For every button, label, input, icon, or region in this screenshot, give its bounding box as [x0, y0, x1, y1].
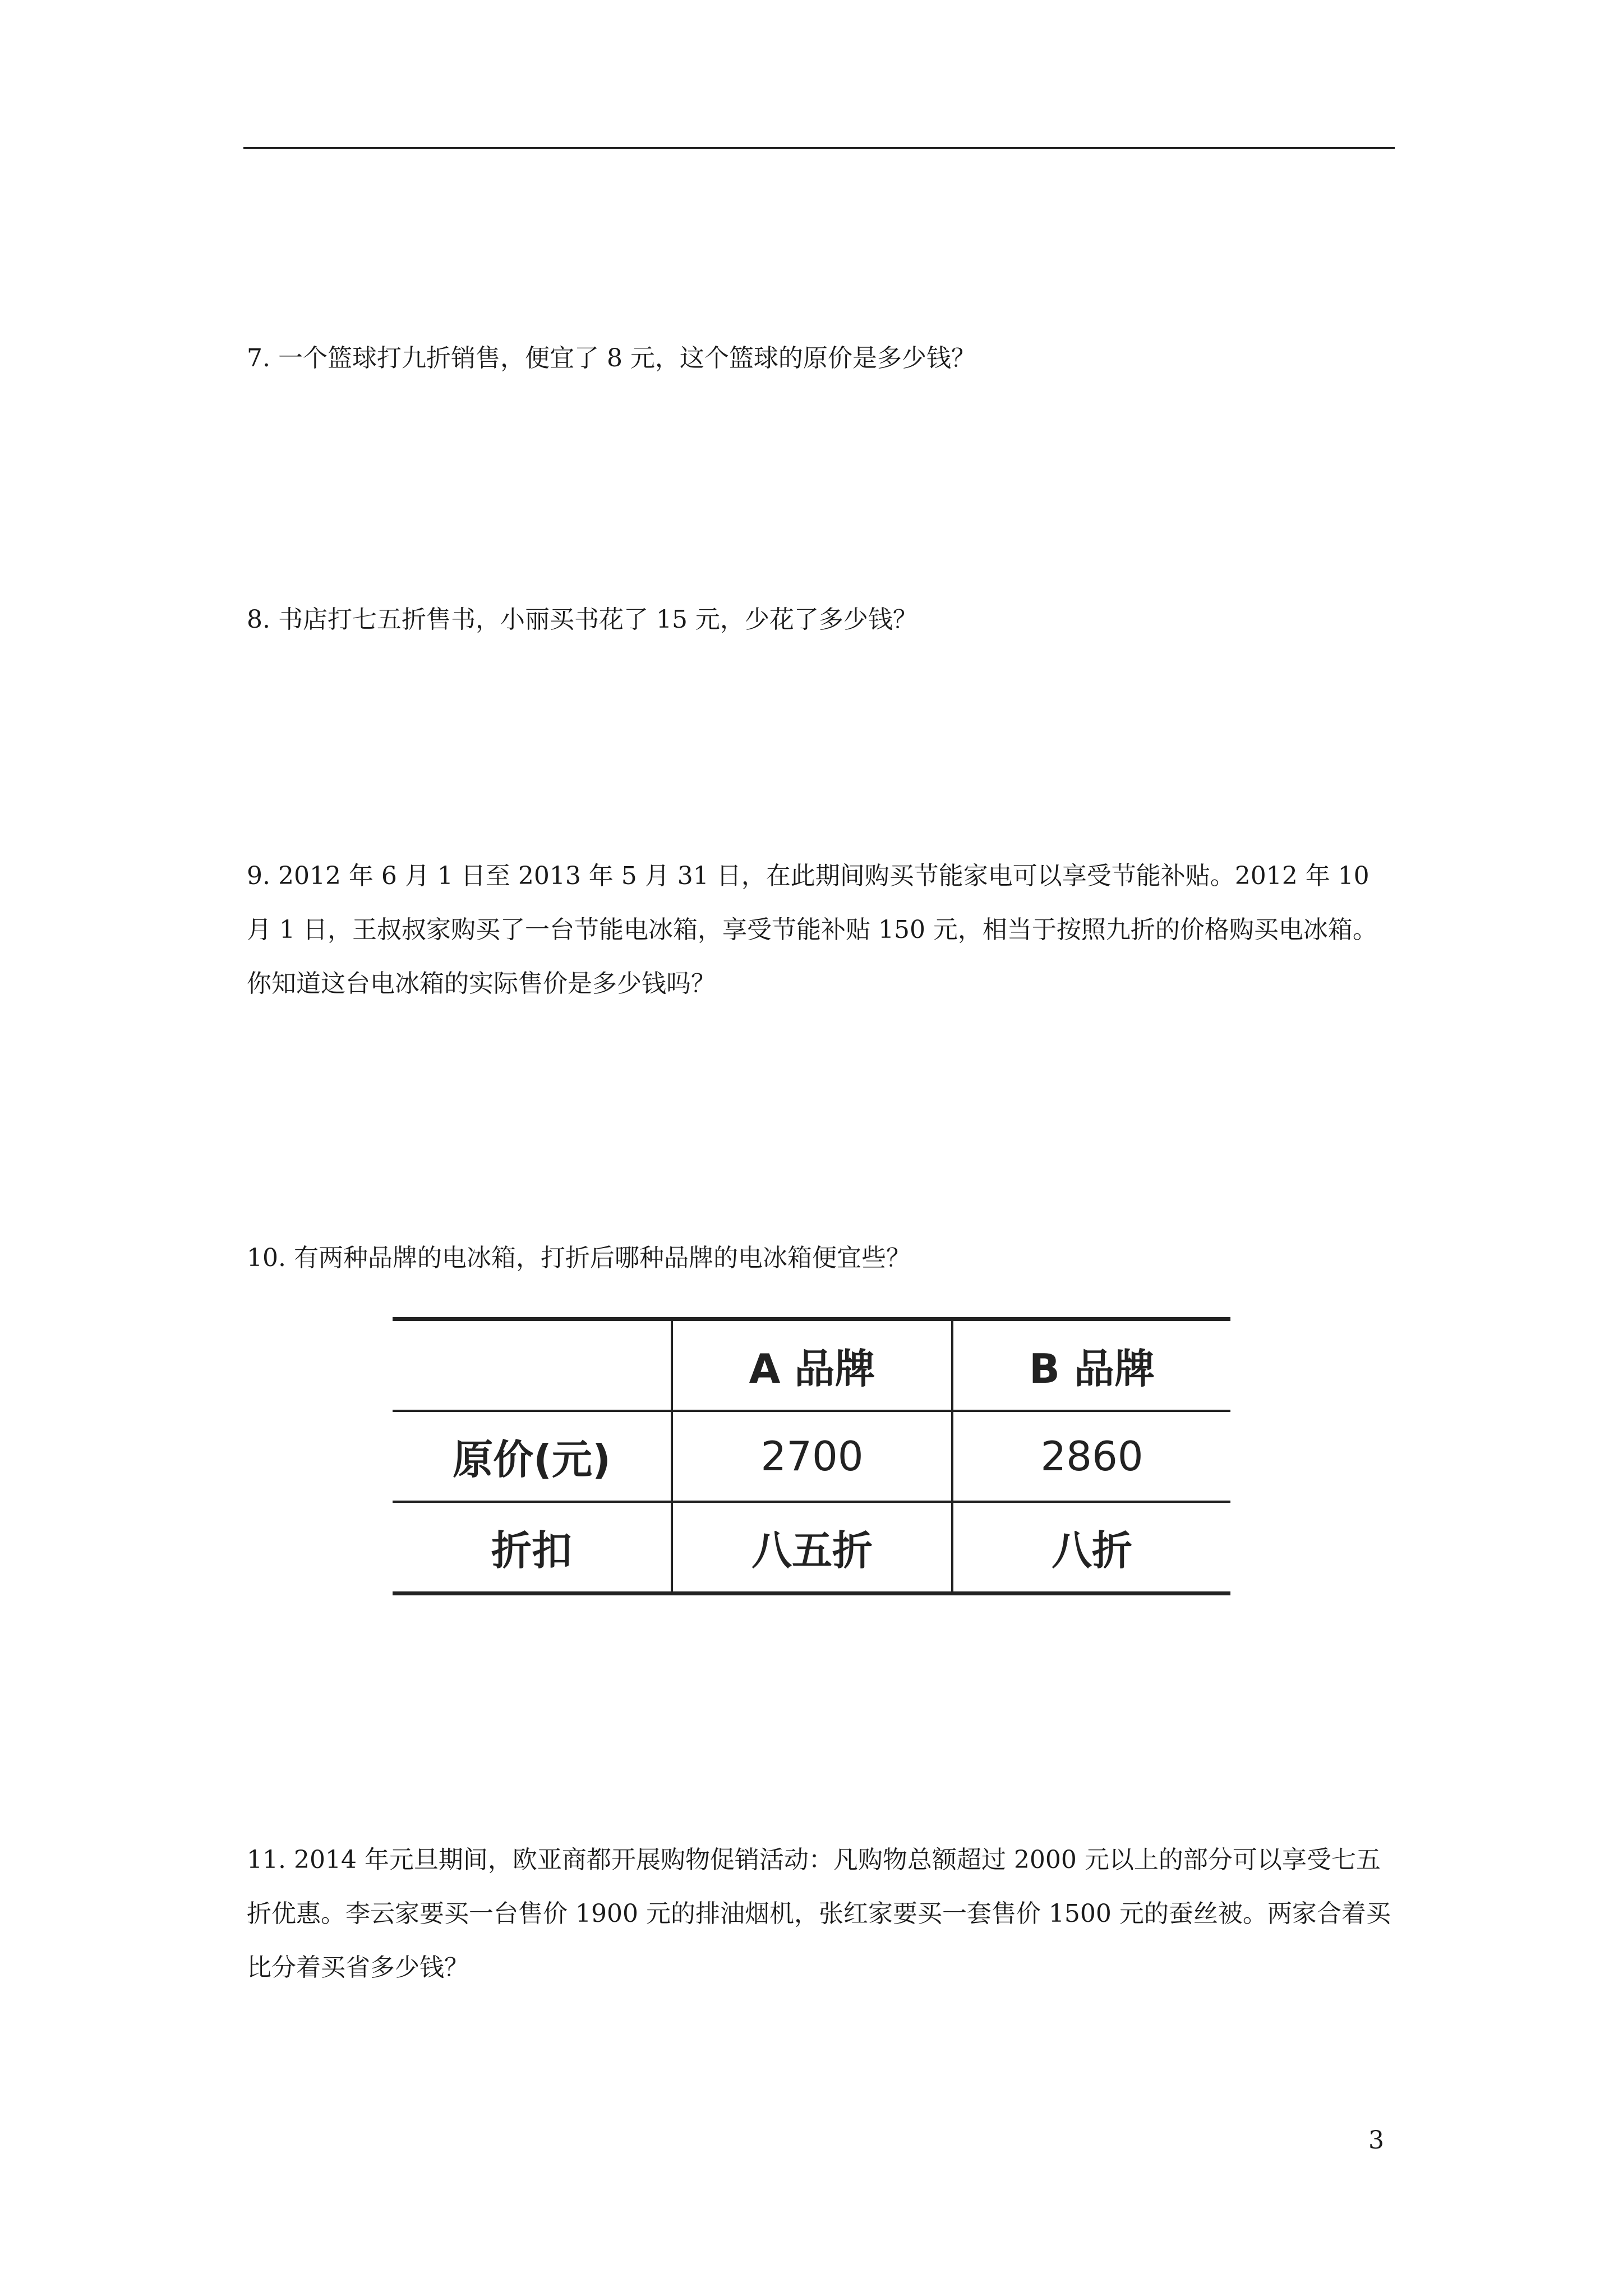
table-cell-a-price: 2700: [672, 1411, 952, 1502]
question-10: 10. 有两种品牌的电冰箱，打折后哪种品牌的电冰箱便宜些？: [247, 1244, 911, 1272]
table-row-original-price: [393, 1411, 1230, 1502]
table-header-row: [393, 1319, 1230, 1411]
table-row-label: 原价(元): [393, 1411, 672, 1502]
fridge-price-table: [393, 1317, 1230, 1595]
table-header-brand-a: A 品牌: [672, 1319, 952, 1411]
question-8: 8. 书店打七五折售书，小丽买书花了 15 元，少花了多少钱？: [247, 605, 917, 634]
table-header-empty: [393, 1319, 672, 1411]
table-row-discount: [393, 1502, 1230, 1594]
header-rule: [243, 147, 1395, 149]
question-11: 11. 2014 年元旦期间，欧亚商都开展购物促销活动：凡购物总额超过 2000 元以上的部分可以享受七五折优惠。李云家要买一台售价 1900 元的排油烟机，张红家要买一套售价 1500 元的蚕丝被。两家合着买比分着买省多少钱？: [247, 1846, 1391, 1982]
table-cell-a-discount: 八五折: [672, 1502, 952, 1594]
question-9: 9. 2012 年 6 月 1 日至 2013 年 5 月 31 日，在此期间购买节能家电可以享受节能补贴。2012 年 10 月 1 日，王叔叔家购买了一台节能电冰箱，享受节能补贴 150 元，相当于按照九折的价格购买电冰箱。你知道这台电冰箱的实际售价是多少钱吗？: [247, 862, 1377, 998]
table-header-brand-b: B 品牌: [952, 1319, 1230, 1411]
table-row-label: 折扣: [393, 1502, 672, 1594]
table-cell-b-discount: 八折: [952, 1502, 1230, 1594]
table-cell-b-price: 2860: [952, 1411, 1230, 1502]
page-number: 3: [1368, 2126, 1384, 2155]
question-7: 7. 一个篮球打九折销售，便宜了 8 元，这个篮球的原价是多少钱？: [247, 344, 976, 372]
